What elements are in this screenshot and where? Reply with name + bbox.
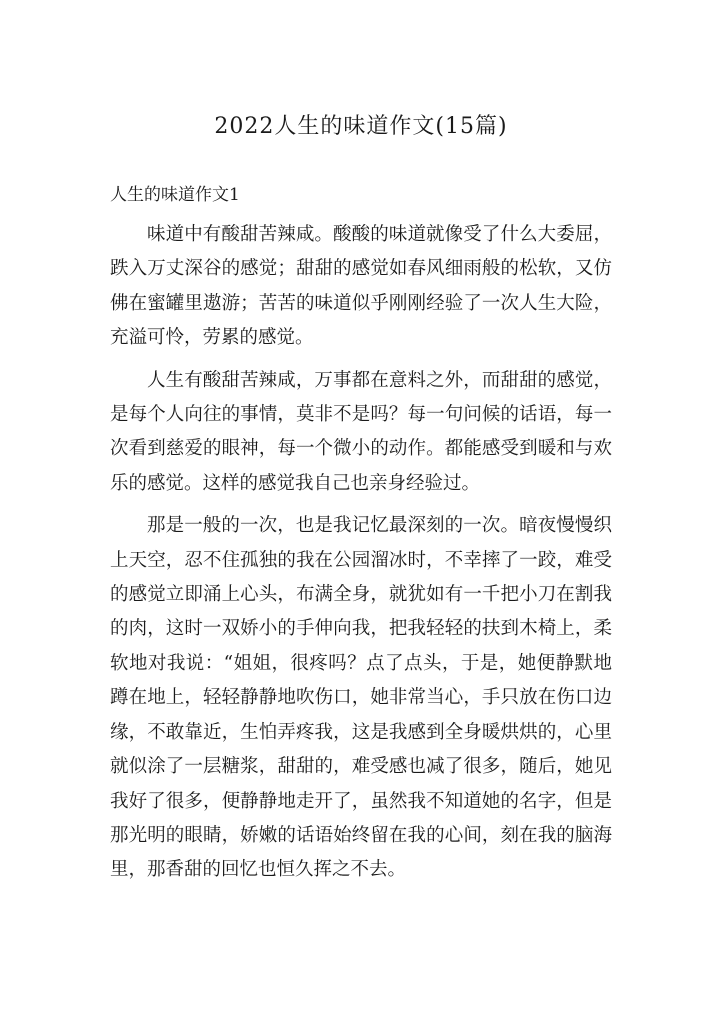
document-title: 2022人生的味道作文(15篇) [214,114,508,139]
paragraph: 人生有酸甜苦辣咸，万事都在意料之外，而甜甜的感觉，是每个人向往的事情，莫非不是吗？每一句问候的话语，每一次看到慈爱的眼神，每一个微小的动作。都能感受到暖和与欢乐的感觉。这样的感觉我自己也亲身经验过。 [110,369,612,494]
paragraph: 那是一般的一次，也是我记忆最深刻的一次。暗夜慢慢织上天空，忍不住孤独的我在公园溜冰时，不幸摔了一跤，难受的感觉立即涌上心头，布满全身，就犹如有一千把小刀在割我的肉，这时一双娇小的手伸向我，把我轻轻的扶到木椅上，柔软地对我说：“姐姐，很疼吗？点了点头，于是，她便静默地蹲在地上，轻轻静静地吹伤口，她非常当心，手只放在伤口边缘，不敢靠近，生怕弄疼我，这是我感到全身暖烘烘的，心里就似涂了一层糖浆，甜甜的，难受感也减了很多，随后，她见我好了很多，便静静地走开了，虽然我不知道她的名字，但是那光明的眼睛，娇嫩的话语始终留在我的心间，刻在我的脑海里，那香甜的回忆也恒久挥之不去。 [110,515,612,881]
section-heading: 人生的味道作文1 [110,185,240,205]
paragraph: 味道中有酸甜苦辣咸。酸酸的味道就像受了什么大委屈，跌入万丈深谷的感觉；甜甜的感觉如春风细雨般的松软，又仿佛在蜜罐里遨游；苦苦的味道似乎刚刚经验了一次人生大险，充溢可怜，劳累的感觉。 [110,224,612,349]
